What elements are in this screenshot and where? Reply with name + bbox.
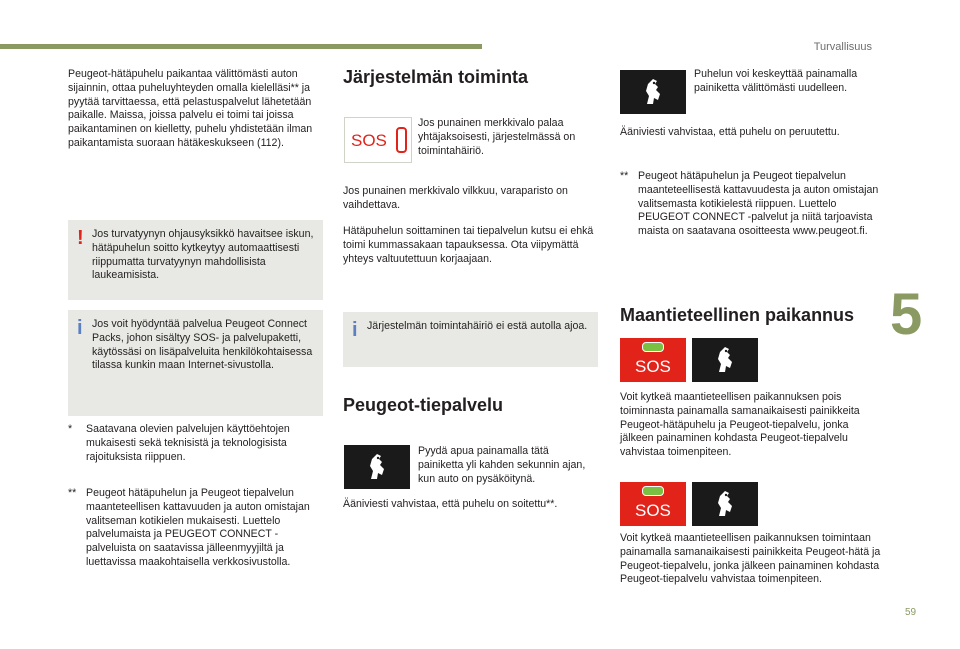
press-paragraph: Pyydä apua painamalla tätä painiketta yli kahden sekunnin ajan, kun auto on pysäköitynä. bbox=[418, 445, 586, 485]
info-note-2 bbox=[343, 312, 598, 367]
heading-geolocation: Maantieteellinen paikannus bbox=[620, 305, 855, 325]
footnote-1-mark: * bbox=[68, 423, 73, 435]
chapter-tab bbox=[890, 282, 940, 347]
red-indicator-light bbox=[396, 127, 407, 153]
cancel-paragraph: Puhelun voi keskeyttää painamalla painiketta välittömästi uudelleen. bbox=[694, 68, 858, 94]
header-rule bbox=[0, 44, 482, 49]
sos-label: SOS bbox=[635, 501, 671, 520]
peugeot-assistance-button-image-2 bbox=[620, 70, 686, 114]
page-number: 59 bbox=[905, 607, 917, 618]
green-indicator-light bbox=[642, 342, 664, 352]
info-note bbox=[68, 310, 323, 416]
peugeot-lion-icon bbox=[344, 445, 410, 489]
warning-note bbox=[68, 220, 323, 300]
heading-roadside-assistance: Peugeot-tiepalvelu bbox=[343, 395, 504, 415]
disable-paragraph: Voit kytkeä maantieteellisen paikannuksen pois toiminnasta painamalla samanaikaisesti painikkeita Peugeot-hätäpuhelu ja Peugeot-tiepalvelu, jonka jälkeen painaminen kohdasta Peugeot-tiepalvelu vahvistaa toimenpiteen. bbox=[620, 391, 860, 459]
footnote-1-text: Saatavana olevien palvelujen käyttöehtojen mukaisesti sekä teknisistä ja teknologisista rajoituksista riippuen. bbox=[86, 423, 290, 463]
info-text: Jos voit hyödyntää palvelua Peugeot Connect Packs, johon sisältyy SOS- ja palvelupaketti, käytössäsi on lisäpalveluita henkilökohtaisessa tilassa kunkin maan Internet-sivustolla. bbox=[92, 318, 313, 372]
section-title: Turvallisuus bbox=[813, 41, 872, 53]
sos-red-button-image-2 bbox=[620, 482, 686, 526]
info-icon: i bbox=[77, 317, 83, 339]
peugeot-assistance-button-image bbox=[344, 445, 410, 489]
intro-paragraph: Peugeot-hätäpuhelu paikantaa välittömästi auton sijainnin, ottaa puheluyhteyden omalla kielelläsi** ja pyytää tarvittaessa, että pelastuspalvelut lähetetään paikalle. Maissa, joissa palvelu ei toimi tai joissa paikantaminen on kielletty, puhelu yhdistetään ilman paikantamista suoraan hätäkeskukseen (112). bbox=[68, 68, 313, 149]
footnote-2-mark: ** bbox=[68, 487, 77, 499]
warning-icon: ! bbox=[77, 227, 84, 249]
footnote-3-mark: ** bbox=[620, 170, 629, 182]
heading-system-operation: Järjestelmän toiminta bbox=[343, 67, 529, 87]
footnote-2-text: Peugeot hätäpuhelun ja Peugeot tiepalvelun maanteteellisen kattavuuden ja auton omistajan valitseman kotikielen mukaisesti. Luettelo palvelumaista ja PEUGEOT CONNECT -palveluista on saatavissa jälleenmyyjiltä ja luettavissa maakohtaisella verkkosivustolla. bbox=[86, 487, 310, 568]
sos-button-image bbox=[344, 117, 412, 163]
footnote-3 bbox=[620, 170, 882, 239]
peugeot-assistance-button-image-3 bbox=[692, 338, 758, 382]
sos-label: SOS bbox=[635, 357, 671, 376]
chapter-number: 5 bbox=[890, 282, 923, 347]
info-text-2: Järjestelmän toimintahäiriö ei estä autolla ajoa. bbox=[367, 320, 588, 332]
footnote-2 bbox=[68, 487, 326, 570]
cancel-confirm-paragraph: Ääniviesti vahvistaa, että puhelu on peruutettu. bbox=[620, 126, 840, 138]
peugeot-lion-icon bbox=[692, 482, 758, 526]
footnote-3-text: Peugeot hätäpuhelun ja Peugeot tiepalvelun maanteteellisestä kattavuudesta ja auton omistajan valitsemasta kotikielestä riippuen. Luettelo PEUGEOT CONNECT -palvelut ja niitä tarjoavista maista on saatavana osoitteesta www.peugeot.fi. bbox=[638, 170, 879, 238]
peugeot-assistance-button-image-4 bbox=[692, 482, 758, 526]
confirm-paragraph: Ääniviesti vahvistaa, että puhelu on soitettu**. bbox=[343, 498, 558, 510]
info-icon: i bbox=[352, 319, 358, 341]
footnote-1 bbox=[68, 423, 326, 464]
warning-text: Jos turvatyynyn ohjausyksikkö havaitsee iskun, hätäpuhelun soitto kytkeytyy automaattisesti riippumatta turvatyynyn mahdollisista laukeamisista. bbox=[92, 228, 314, 282]
enable-paragraph: Voit kytkeä maantieteellisen paikannuksen toimintaan painamalla samanaikaisesti painikkeita Peugeot-hätä ja Peugeot-tiepalvelu, jonka jälkeen painaminen kohdasta Peugeot-tiepalvelu vahvistaa toimenpiteen. bbox=[620, 532, 881, 586]
sos-label: SOS bbox=[351, 131, 387, 150]
sos-red-button-image-1 bbox=[620, 338, 686, 382]
red-steady-paragraph: Jos punainen merkkivalo palaa yhtäjaksoisesti, järjestelmässä on toimintahäiriö. bbox=[418, 117, 576, 157]
fault-paragraph: Hätäpuhelun soittaminen tai tiepalvelun kutsu ei ehkä toimi kummassakaan tapauksessa. Ota viipymättä yhteys valtuutettuun korjaajaan. bbox=[343, 225, 594, 265]
peugeot-lion-icon bbox=[692, 338, 758, 382]
green-indicator-light bbox=[642, 486, 664, 496]
peugeot-lion-icon bbox=[620, 70, 686, 114]
red-blink-paragraph: Jos punainen merkkivalo vilkkuu, varaparisto on vaihdettava. bbox=[343, 185, 568, 211]
